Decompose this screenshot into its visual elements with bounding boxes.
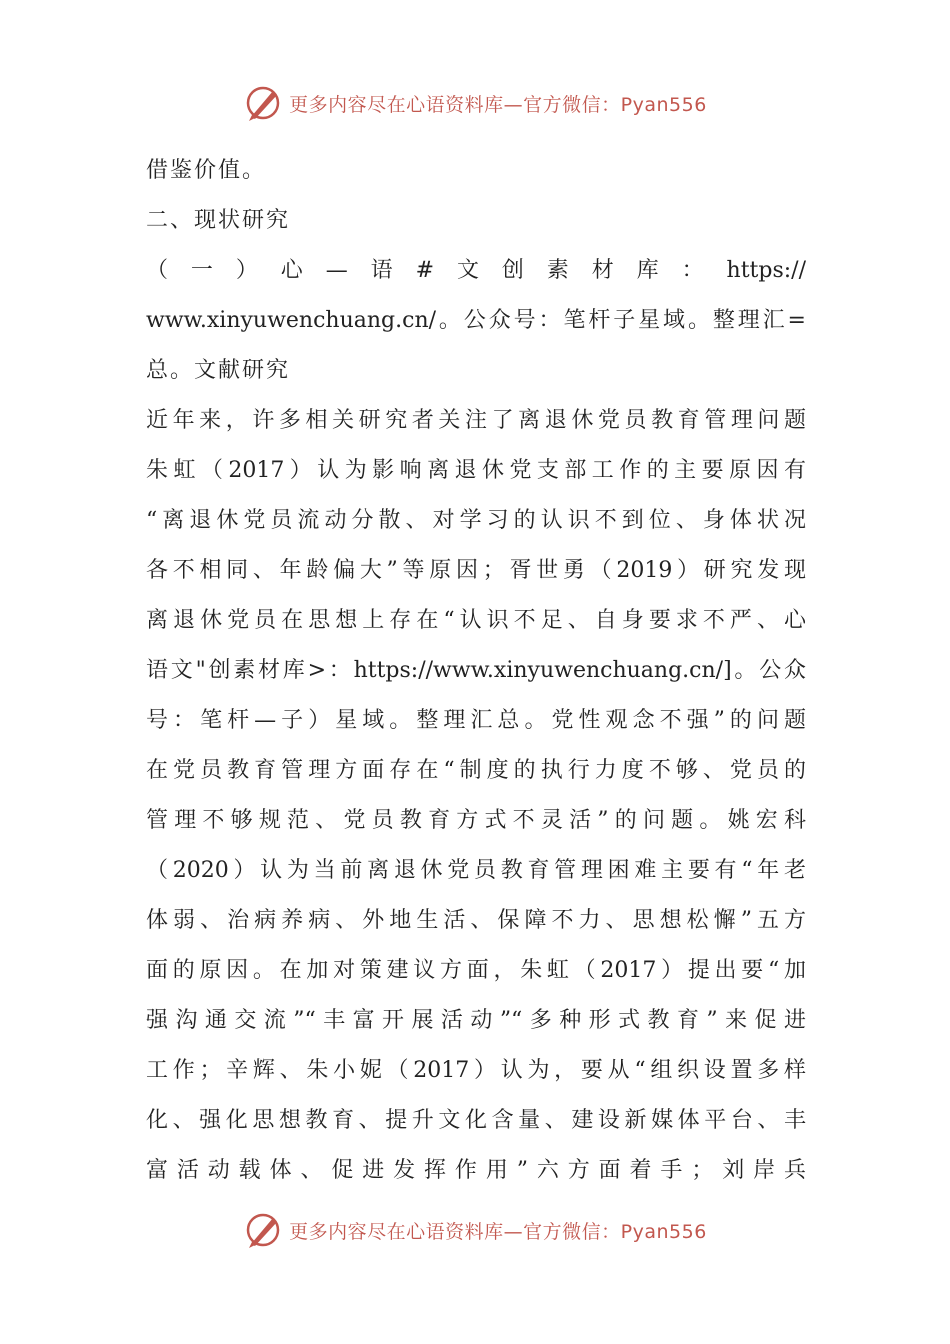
header-banner xyxy=(0,80,950,126)
text-line: 面的原因。在加对策建议方面，朱虹（2017）提出要“加 xyxy=(146,958,806,983)
text-line: www.xinyuwenchuang.cn/。公众号：笔杆子星域。整理汇= xyxy=(146,308,806,333)
text-line: 化、强化思想教育、提升文化含量、建设新媒体平台、丰 xyxy=(146,1108,806,1133)
text-line: 工作；辛辉、朱小妮（2017）认为，要从“组织设置多样 xyxy=(146,1058,806,1083)
text-line: 各不相同、年龄偏大”等原因；胥世勇（2019）研究发现 xyxy=(146,558,806,583)
text-line: 语文"创素材库>：https://www.xinyuwenchuang.cn/]。公众 xyxy=(146,658,806,683)
text-line: （一）心—语#文创素材库：https:// xyxy=(146,258,806,283)
text-line: 在党员教育管理方面存在“制度的执行力度不够、党员的 xyxy=(146,758,806,783)
text-line: 号：笔杆—子）星域。整理汇总。党性观念不强”的问题 xyxy=(146,708,806,733)
text-line: 富活动载体、促进发挥作用”六方面着手；刘岸兵 xyxy=(146,1158,806,1183)
footer-banner-text: 更多内容尽在心语资料库—官方微信：Pyan556 xyxy=(289,1220,707,1243)
text-line: 朱虹（2017）认为影响离退休党支部工作的主要原因有 xyxy=(146,458,806,483)
text-line: 体弱、治病养病、外地生活、保障不力、思想松懈”五方 xyxy=(146,908,806,933)
pen-logo-icon xyxy=(243,83,283,123)
text-line: 离退休党员在思想上存在“认识不足、自身要求不严、心 xyxy=(146,608,806,633)
footer-banner xyxy=(0,1207,950,1253)
text-line: （2020）认为当前离退休党员教育管理困难主要有“年老 xyxy=(146,858,806,883)
text-line: 借鉴价值。 xyxy=(146,158,267,183)
subsection-heading: 总。文献研究 xyxy=(146,358,291,383)
text-line: 强沟通交流”“丰富开展活动”“多种形式教育”来促进 xyxy=(146,1008,806,1033)
text-line: 近年来，许多相关研究者关注了离退休党员教育管理问题 xyxy=(146,408,806,433)
document-body xyxy=(146,146,806,1196)
text-line: “离退休党员流动分散、对学习的认识不到位、身体状况 xyxy=(146,508,806,533)
pen-logo-icon xyxy=(243,1210,283,1250)
header-banner-text: 更多内容尽在心语资料库—官方微信：Pyan556 xyxy=(289,93,707,116)
section-heading: 二、现状研究 xyxy=(146,208,291,233)
text-line: 管理不够规范、党员教育方式不灵活”的问题。姚宏科 xyxy=(146,808,806,833)
